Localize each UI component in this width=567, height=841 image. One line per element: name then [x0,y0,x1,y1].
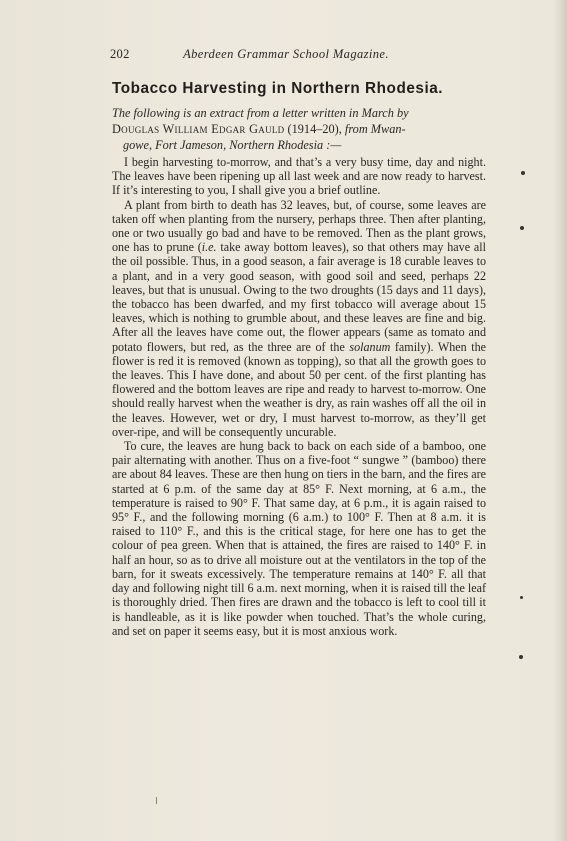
paragraph-2-solanum: solanum [349,339,391,354]
paragraph-2-part-b: take away bottom leaves), so that others may have all the oil possible. Thus, in a good season, a fair average is 18 curable leaves to a plant, and in a very good season, with good soil and seed, perhaps 22 leaves, but that is unusual. Owing to the two droughts (15 days and 11 days), the tobacco has been dwarfed, and my first tobacco will average about 15 leaves, which is nothing to grumble about, and these leaves are fine and big. After all the leaves have come out, the flower appears (same as tomato and potato flowers, but red, as the three are of the [112,240,486,354]
article-intro [112,105,492,153]
intro-from: from Mwan- [341,122,406,136]
margin-speck [520,226,524,230]
page-header [110,47,490,62]
article-body [112,155,486,638]
article-title: Tobacco Harvesting in Northern Rhodesia. [112,80,444,97]
pencil-mark [156,797,157,804]
margin-speck [520,596,523,599]
intro-line-3: gowe, Fort Jameson, Northern Rhodesia :— [123,138,342,152]
page-number: 202 [110,47,130,61]
intro-line-2 [112,121,492,137]
margin-speck [519,655,523,659]
paragraph-2-part-c: family). When the flower is red it is removed (known as topping), so that all the growth goes to the leaves. This I have done, and about 50 per cent. of the first planting has flowered and the bottom leaves are ripe and ready to harvest to-morrow. One should really harvest when the weather is dry, as rain washes off all the oil in the leaves. However, wet or dry, I must harvest to-morrow, as they’ll get over-ripe, and will be consequently uncurable. [112,339,486,439]
author-dates: (1914–20), [284,122,342,136]
author-name: Douglas William Edgar Gauld [112,122,285,136]
margin-speck [521,171,525,175]
paragraph-2-ie: i.e. [201,240,217,255]
paragraph-1: I begin harvesting to-morrow, and that’s a very busy time, day and night. The leaves have been ripening up all last week and are now ready to harvest. If it’s interesting to you, I shall give you a brief outline. [112,155,486,198]
running-title: Aberdeen Grammar School Magazine. [183,47,389,61]
paragraph-2 [112,198,486,439]
paragraph-3: To cure, the leaves are hung back to back on each side of a bamboo, one pair alternating with another. Thus on a five-foot “ sungwe ” (bamboo) there are about 84 leaves. These are then hung on tiers in the barn, and the fires are started at 6 p.m. of the same day at 85° F. Next morning, at 6 a.m., the temperature is raised to 90° F. That same day, at 6 p.m., it is again raised to 95° F., and the following morning (6 a.m.) to 100° F. Then at 8 a.m. it is raised to 110° F., and this is the critical stage, for here one has to get the colour of pea green. When that is attained, the fires are raised to 140° F. in half an hour, so as to drive all moisture out at the ventilators in the top of the barn, for it sweats excessively. The temperature remains at 140° F. all that day and following night till 6 a.m. next morning, when it is raised till the leaf is thoroughly dried. Then fires are drawn and the tobacco is left to cool till it is handleable, as it is like powder when touched. That’s the whole curing, and set on paper it seems easy, but it is most anxious work. [112,439,486,638]
page-edge-shadow [553,0,567,841]
intro-line-1: The following is an extract from a letter written in March by [112,106,409,120]
paragraph-2-part-a: A plant from birth to death has 32 leaves, but, of course, some leaves are taken off when planting from the nursery, perhaps three. Then after planting, one or two usually go bad and have to be removed. Then as the plant grows, one has to prune ( [112,197,486,255]
